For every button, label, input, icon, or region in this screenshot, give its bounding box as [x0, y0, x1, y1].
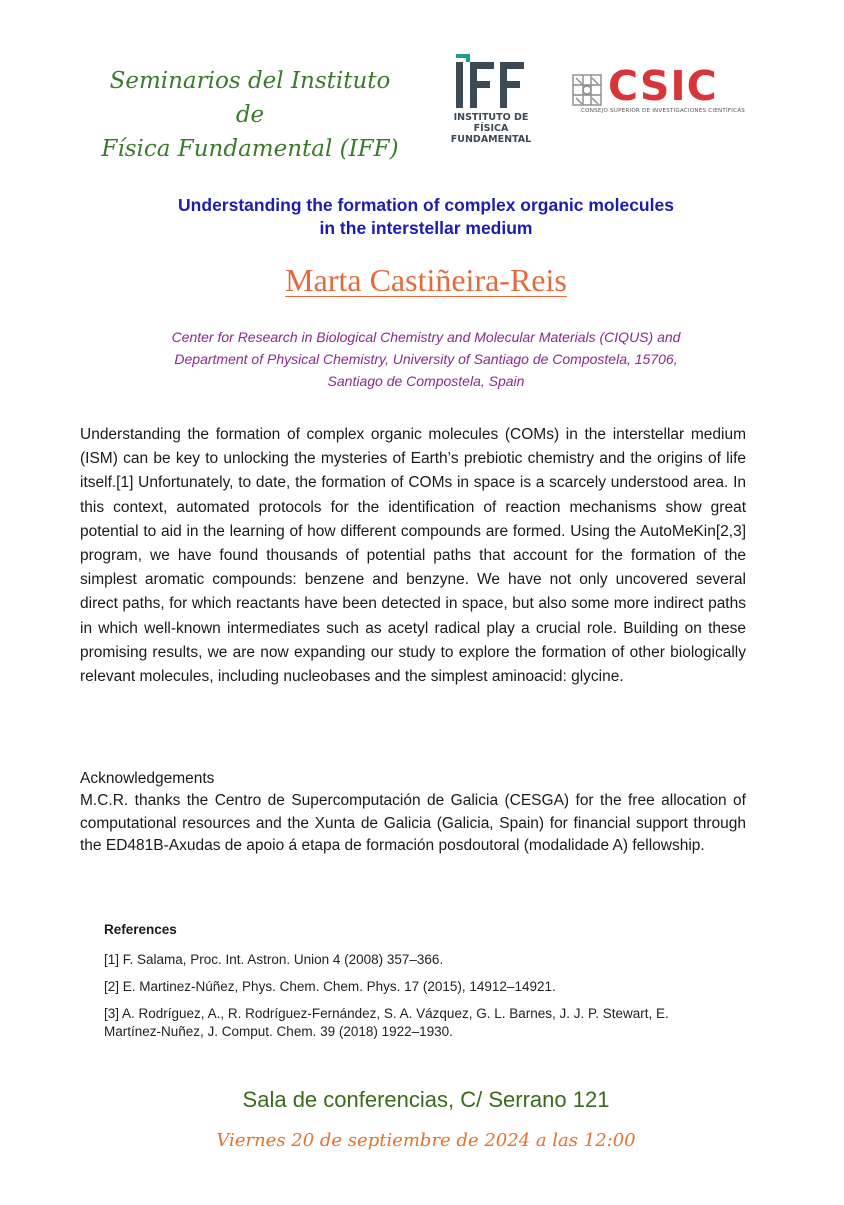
csic-subtitle: CONSEJO SUPERIOR DE INVESTIGACIONES CIENTÍFICAS [581, 108, 745, 114]
iff-logo-text: IFF [454, 54, 456, 55]
references-heading: References [104, 922, 177, 937]
iff-logo [436, 50, 546, 145]
affiliation-line1: Center for Research in Biological Chemistry and Molecular Materials (CIQUS) and [171, 329, 681, 345]
references-list [104, 951, 724, 1050]
seminar-series-title [100, 64, 400, 166]
affiliation-line2: Department of Physical Chemistry, University of Santiago de Compostela, 15706, [174, 351, 678, 367]
venue: Sala de conferencias, C/ Serrano 121 [242, 1087, 610, 1112]
iff-caption-line2: FUNDAMENTAL [450, 134, 532, 145]
talk-title [80, 194, 772, 240]
csic-wordmark: CSIC [608, 62, 718, 110]
iff-logo-caption [436, 112, 546, 145]
talk-title-line2: in the interstellar medium [319, 218, 533, 238]
series-title-line2: Física Fundamental (IFF) [101, 136, 399, 162]
abstract-text: Understanding the formation of complex organic molecules (COMs) in the interstellar medium (ISM) can be key to unlocking the mysteries of Earth’s prebiotic chemistry and the origins of life itself.[1] Unfortunately, to date, the formation of COMs in space is a scarcely understood area. In this context, automated protocols for the identification of reaction mechanisms show great potential to aid in the learning of how different compounds are formed. Using the AutoMeKin[2,3] program, we have found thousands of potential paths that account for the formation of the simplest aromatic compounds: benzene and benzyne. We have not only uncovered several direct paths, for which reactants have been detected in space, but also some more indirect paths in which well-known intermediates such as acetyl radical play a crucial role. Building on these promising results, we are now expanding our study to explore the formation of other biologically relevant molecules, including nucleobases and the simplest aminoacid: glycine. [80, 426, 746, 686]
iff-logo-mark [454, 54, 544, 110]
talk-title-line1: Understanding the formation of complex organic molecules [178, 195, 674, 215]
series-title-line1: Seminarios del Instituto de [109, 68, 391, 128]
speaker-affiliation [100, 326, 752, 392]
event-date: Viernes 20 de septiembre de 2024 a las 12:00 [216, 1130, 636, 1151]
csic-logo [568, 62, 758, 126]
csic-emblem-icon [570, 72, 604, 108]
reference-item: [1] F. Salama, Proc. Int. Astron. Union 4 (2008) 357–366. [104, 952, 444, 967]
affiliation-line3: Santiago de Compostela, Spain [327, 373, 525, 389]
acknowledgements-text: M.C.R. thanks the Centro de Supercomputación de Galicia (CESGA) for the free allocation of computational resources and the Xunta de Galicia (Galicia, Spain) for financial support through the ED481B-Axudas de apoio á etapa de formación posdoutoral (modalidade A) fellowship. [80, 792, 746, 854]
reference-item: [3] A. Rodríguez, A., R. Rodríguez-Fernández, S. A. Vázquez, G. L. Barnes, J. J. P. Stewart, E. Martínez-Nuñez, J. Comput. Chem. 39 (2018) 1922–1930. [104, 1006, 669, 1039]
reference-item: [2] E. Martinez-Núñez, Phys. Chem. Chem. Phys. 17 (2015), 14912–14921. [104, 979, 556, 994]
iff-caption-line1: INSTITUTO DE FÍSICA [453, 112, 529, 134]
speaker-name: Marta Castiñeira-Reis [285, 262, 567, 298]
acknowledgements-heading: Acknowledgements [80, 770, 215, 787]
